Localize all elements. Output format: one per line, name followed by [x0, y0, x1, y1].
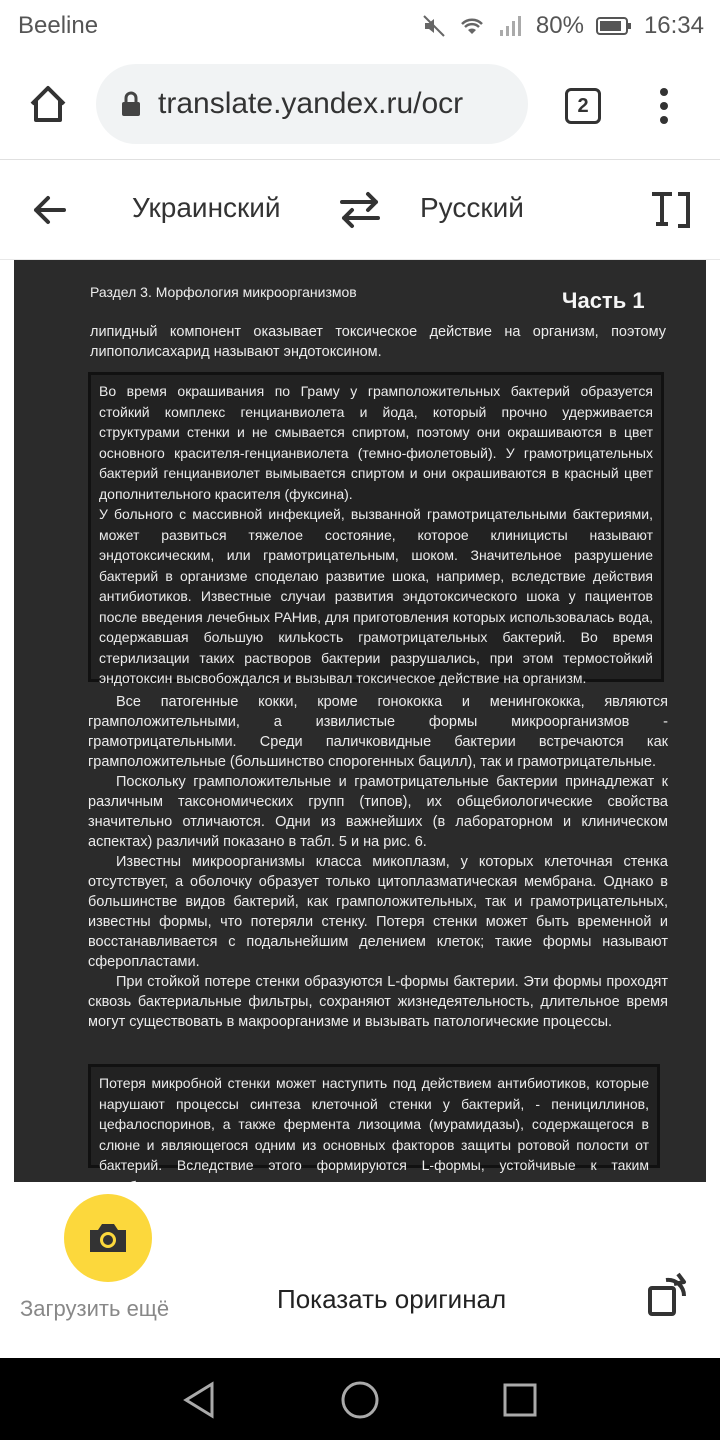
- document-section-header: Раздел 3. Морфология микроорганизмов: [90, 284, 357, 300]
- document-intro: [90, 322, 666, 362]
- upload-more-label[interactable]: Загрузить ещё: [20, 1296, 170, 1321]
- document-paragraph: Все патогенные кокки, кроме гонококка и менингококка, являются грамположительными, а извилистые формы микроорганизмов - грамотрицательными. Среди паличковидные бактерии встречаются как грамположительные (большинство спорогенных бацилл), так и грамотрицательные.: [88, 694, 668, 770]
- url-field[interactable]: [96, 64, 528, 144]
- document-part-label: Часть 1: [562, 288, 645, 313]
- target-language-button[interactable]: Русский: [420, 192, 524, 223]
- document-paragraph: Известны микроорганизмы класса микоплазм, у которых клеточная стенка отсутствует, а оболочку образует только цитоплазматическая мембрана. Однако в большинстве видов бактерий, как грамположительных, так и грамотрицательных, известны формы, что потеряли стенку. Потеря стенки может быть временной и восстанавливается с подальнейшим делением клеток; такие формы называют сферопластами.: [88, 854, 668, 970]
- bottom-panel: [0, 1182, 720, 1358]
- text-mode-button[interactable]: [648, 188, 692, 232]
- status-bar: [0, 0, 720, 52]
- document-callout-box-2: [88, 1064, 660, 1173]
- battery-icon: [596, 16, 632, 36]
- back-button[interactable]: [28, 188, 72, 232]
- square-recents-icon: [498, 1378, 542, 1422]
- document-paragraph: Поскольку грамположительные и грамотрицательные бактерии принадлежат к различным таксономических групп (типов), их общебиологические свойства значительно отличаются. Одни из важнейших (в лабораторном и клиническом аспектах) различий показано в табл. 5 и на рис. 6.: [88, 774, 668, 850]
- text-format-icon: [648, 188, 692, 232]
- document-body: [88, 692, 668, 1032]
- document-paragraph: липидный компонент оказывает токсическое действие на организм, поэтому липополисахарид называют эндотоксином.: [90, 324, 666, 360]
- nav-back-button[interactable]: [178, 1378, 222, 1422]
- browser-toolbar: [0, 52, 720, 160]
- swap-languages-button[interactable]: [336, 188, 384, 232]
- system-nav-bar: [0, 1358, 720, 1440]
- rotate-button[interactable]: [644, 1270, 692, 1318]
- nav-recents-button[interactable]: [498, 1378, 542, 1422]
- arrow-left-icon: [28, 188, 72, 232]
- carrier-label: Beeline: [18, 12, 99, 39]
- document-paragraph: У больного с массивной инфекцией, вызванной грамотрицательными бактериями, может развиться тяжелое состояние, которое клиницисты называют эндотоксическим, или грамотрицательным, шоком. Значительное разрушение бактерий в организме споделаю развитие шока, например, вследствие действия антибиотиков. Известные случаи развития эндотоксического шока у пациентов после введения лечебных РАНив, для приготовления которых использовалась вода, содержавшая большую кильkость грамотрицательных бактерий. Во время стерилизации таких растворов бактерии разрушались, при этом термостойкий эндотоксин высвобождался и вызывал токсическое действие на организм.: [99, 506, 653, 686]
- overflow-menu-button[interactable]: [652, 84, 676, 128]
- more-vert-icon: [652, 84, 676, 128]
- tab-switcher-button[interactable]: 2: [565, 88, 601, 124]
- source-language-button[interactable]: Украинский: [132, 192, 281, 223]
- signal-icon: [498, 14, 524, 38]
- camera-button[interactable]: [64, 1194, 152, 1282]
- mute-icon: [422, 14, 446, 38]
- clock: 16:34: [643, 12, 704, 39]
- url-text: translate.yandex.ru/ocr: [158, 87, 464, 120]
- nav-home-button[interactable]: [338, 1378, 382, 1422]
- status-icons: [422, 12, 704, 40]
- home-button[interactable]: [24, 80, 72, 128]
- document-callout-box: [88, 372, 664, 686]
- triangle-back-icon: [178, 1378, 222, 1422]
- battery-percent: 80%: [535, 12, 584, 39]
- camera-icon: [86, 1220, 130, 1256]
- home-icon: [24, 80, 72, 128]
- translated-document-image: [14, 260, 706, 1182]
- circle-home-icon: [338, 1378, 382, 1422]
- language-bar: [0, 160, 720, 260]
- swap-icon: [336, 188, 384, 232]
- wifi-icon: [458, 14, 486, 38]
- rotate-icon: [644, 1270, 692, 1318]
- document-paragraph: Во время окрашивания по Граму у грамположительных бактерий образуется стойкий комплекс генцианвиолета и йода, который прочно удерживается структурами стенки и не смывается спиртом, поэтому они окрашиваются в цвет основного красителя-генцианвиолета (темно-фиолетовый). У грамотрицательных бактерий генцианвиолет вымывается спиртом и они окрашиваются в красный цвет дополнительного красителя (фуксина).: [99, 383, 653, 502]
- lock-icon: [120, 91, 142, 117]
- document-paragraph: При стойкой потере стенки образуются L-формы бактерии. Эти формы проходят сквозь бактериальные фильтры, сохраняют жизнедеятельность, длительное время могут существовать в макроорганизме и вызывать патологические процессы.: [88, 974, 668, 1030]
- show-original-button[interactable]: Показать оригинал: [277, 1284, 507, 1314]
- document-paragraph: Потеря микробной стенки может наступить под действием антибиотиков, которые нарушают процессы синтеза клеточной стенки у бактерий, - пенициллинов, цефалоспоринов, а также фермента лизоцима (мурамидазы), содержащегося в слюне и являющегося одним из основных факторов защиты ротовой полости от бактерий. Вследствие этого формируются L-формы, устойчивые к таким: [99, 1075, 649, 1173]
